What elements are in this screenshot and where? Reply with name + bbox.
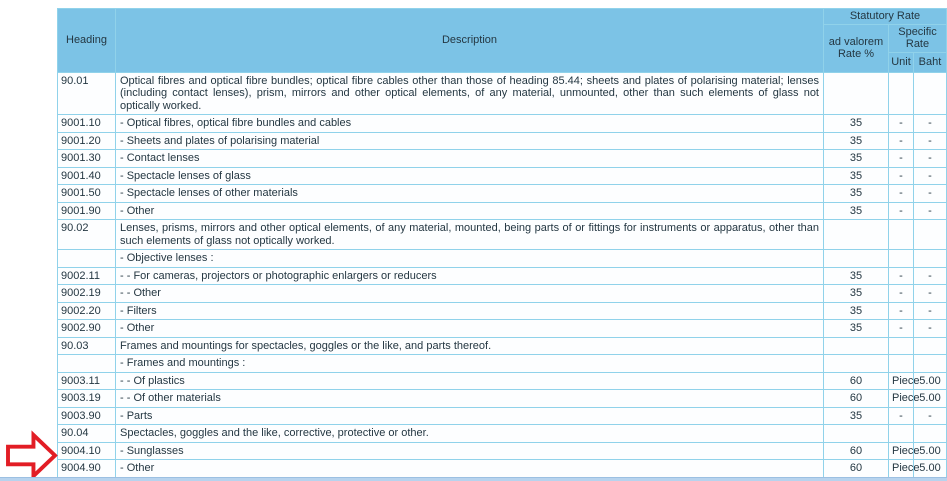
ad-valorem-cell: 35: [824, 185, 889, 203]
header-row-1: [58, 9, 947, 25]
unit-cell: [889, 425, 914, 443]
unit-cell: [889, 337, 914, 355]
description-cell: - Objective lenses :: [116, 250, 824, 268]
table-row-9002.20: [58, 302, 947, 320]
table-row-9001.40: [58, 167, 947, 185]
ad-valorem-cell: [824, 220, 889, 250]
description-cell: - Other: [116, 320, 824, 338]
baht-cell: 5.00: [914, 460, 947, 478]
table-row-9003.19: [58, 390, 947, 408]
ad-valorem-cell: [824, 72, 889, 115]
table-row-9004.90: [58, 460, 947, 478]
baht-cell: [914, 72, 947, 115]
baht-cell: -: [914, 267, 947, 285]
ad-valorem-cell: [824, 355, 889, 373]
heading-cell: 9001.40: [58, 167, 116, 185]
baht-cell: -: [914, 185, 947, 203]
table-row-90.04: [58, 425, 947, 443]
description-cell: Lenses, prisms, mirrors and other optical elements, of any material, mounted, being parts of or fittings for instruments or apparatus, other than such elements of glass not optically worked.: [116, 220, 824, 250]
heading-cell: 9001.10: [58, 115, 116, 133]
baht-cell: [914, 355, 947, 373]
description-cell: - Spectacle lenses of other materials: [116, 185, 824, 203]
column-header-specific-rate: Specific Rate: [889, 24, 947, 52]
baht-cell: 5.00: [914, 372, 947, 390]
unit-cell: -: [889, 115, 914, 133]
table-row-90.02: [58, 220, 947, 250]
red-arrow-annotation: [5, 432, 58, 479]
right-arrow-icon: [8, 435, 55, 476]
table-row-90.03: [58, 337, 947, 355]
unit-cell: [889, 72, 914, 115]
column-header-unit: Unit: [889, 52, 914, 72]
heading-cell: 90.03: [58, 337, 116, 355]
baht-cell: -: [914, 167, 947, 185]
heading-cell: 9002.11: [58, 267, 116, 285]
heading-cell: 9003.90: [58, 407, 116, 425]
heading-cell: [58, 355, 116, 373]
description-cell: Frames and mountings for spectacles, goggles or the like, and parts thereof.: [116, 337, 824, 355]
heading-cell: 9004.10: [58, 442, 116, 460]
unit-cell: Piece: [889, 372, 914, 390]
heading-cell: 9001.50: [58, 185, 116, 203]
column-header-statutory-rate: Statutory Rate: [824, 9, 947, 25]
table-row-9002.11: [58, 267, 947, 285]
unit-cell: [889, 250, 914, 268]
ad-valorem-cell: [824, 337, 889, 355]
unit-cell: -: [889, 320, 914, 338]
description-cell: - Sunglasses: [116, 442, 824, 460]
ad-valorem-cell: 35: [824, 285, 889, 303]
unit-cell: -: [889, 267, 914, 285]
table-row-90.01: [58, 72, 947, 115]
unit-cell: [889, 355, 914, 373]
ad-valorem-cell: 60: [824, 460, 889, 478]
heading-cell: 9001.30: [58, 150, 116, 168]
ad-valorem-cell: 35: [824, 202, 889, 220]
unit-cell: -: [889, 167, 914, 185]
baht-cell: -: [914, 132, 947, 150]
heading-cell: 9001.20: [58, 132, 116, 150]
heading-cell: 9001.90: [58, 202, 116, 220]
ad-valorem-cell: [824, 250, 889, 268]
description-cell: - Frames and mountings :: [116, 355, 824, 373]
description-cell: - - Other: [116, 285, 824, 303]
table-row-9001.10: [58, 115, 947, 133]
ad-valorem-cell: 60: [824, 372, 889, 390]
description-cell: - Filters: [116, 302, 824, 320]
unit-cell: Piece: [889, 460, 914, 478]
ad-valorem-cell: 35: [824, 320, 889, 338]
horizontal-scrollbar[interactable]: [0, 477, 947, 481]
description-cell: - - Of plastics: [116, 372, 824, 390]
tariff-table: [57, 8, 947, 478]
table-row-9004.10: [58, 442, 947, 460]
table-row: [58, 250, 947, 268]
baht-cell: -: [914, 320, 947, 338]
description-cell: - - Of other materials: [116, 390, 824, 408]
baht-cell: [914, 220, 947, 250]
table-row-9002.19: [58, 285, 947, 303]
table-row-9001.20: [58, 132, 947, 150]
ad-valorem-cell: 35: [824, 167, 889, 185]
description-cell: - Sheets and plates of polarising material: [116, 132, 824, 150]
table-header: [58, 9, 947, 73]
baht-cell: 5.00: [914, 390, 947, 408]
baht-cell: -: [914, 150, 947, 168]
ad-valorem-cell: 35: [824, 302, 889, 320]
unit-cell: Piece: [889, 442, 914, 460]
heading-cell: [58, 250, 116, 268]
description-cell: - Other: [116, 460, 824, 478]
table-row-9003.90: [58, 407, 947, 425]
heading-cell: 9002.20: [58, 302, 116, 320]
ad-valorem-cell: 60: [824, 390, 889, 408]
heading-cell: 9002.19: [58, 285, 116, 303]
unit-cell: -: [889, 132, 914, 150]
ad-valorem-cell: 35: [824, 115, 889, 133]
ad-valorem-cell: [824, 425, 889, 443]
heading-cell: 90.04: [58, 425, 116, 443]
unit-cell: -: [889, 302, 914, 320]
table-row-9001.50: [58, 185, 947, 203]
baht-cell: -: [914, 202, 947, 220]
unit-cell: [889, 220, 914, 250]
baht-cell: 5.00: [914, 442, 947, 460]
baht-cell: [914, 425, 947, 443]
tariff-table-container: [57, 8, 946, 478]
baht-cell: -: [914, 407, 947, 425]
column-header-description: Description: [116, 9, 824, 73]
table-row-9003.11: [58, 372, 947, 390]
column-header-baht: Baht: [914, 52, 947, 72]
description-cell: - Other: [116, 202, 824, 220]
description-cell: Spectacles, goggles and the like, corrective, protective or other.: [116, 425, 824, 443]
column-header-ad-valorem: ad valorem Rate %: [824, 24, 889, 72]
ad-valorem-cell: 60: [824, 442, 889, 460]
baht-cell: [914, 250, 947, 268]
ad-valorem-cell: 35: [824, 267, 889, 285]
heading-cell: 9004.90: [58, 460, 116, 478]
table-row-9001.30: [58, 150, 947, 168]
unit-cell: -: [889, 407, 914, 425]
heading-cell: 90.02: [58, 220, 116, 250]
heading-cell: 90.01: [58, 72, 116, 115]
ad-valorem-cell: 35: [824, 150, 889, 168]
ad-valorem-cell: 35: [824, 407, 889, 425]
description-cell: - Parts: [116, 407, 824, 425]
unit-cell: -: [889, 285, 914, 303]
baht-cell: [914, 337, 947, 355]
description-cell: - Optical fibres, optical fibre bundles and cables: [116, 115, 824, 133]
unit-cell: -: [889, 185, 914, 203]
description-cell: - - For cameras, projectors or photographic enlargers or reducers: [116, 267, 824, 285]
description-cell: Optical fibres and optical fibre bundles; optical fibre cables other than those of heading 85.44; sheets and plates of polarising material; lenses (including contact lenses), prism, mirrors and other optical elements, of any material, unmounted, other than such elements of glass not optically worked.: [116, 72, 824, 115]
unit-cell: Piece: [889, 390, 914, 408]
column-header-heading: Heading: [58, 9, 116, 73]
heading-cell: 9003.11: [58, 372, 116, 390]
table-body: [58, 72, 947, 477]
baht-cell: -: [914, 285, 947, 303]
unit-cell: -: [889, 202, 914, 220]
baht-cell: -: [914, 302, 947, 320]
description-cell: - Contact lenses: [116, 150, 824, 168]
heading-cell: 9003.19: [58, 390, 116, 408]
table-row-9002.90: [58, 320, 947, 338]
description-cell: - Spectacle lenses of glass: [116, 167, 824, 185]
baht-cell: -: [914, 115, 947, 133]
table-row: [58, 355, 947, 373]
ad-valorem-cell: 35: [824, 132, 889, 150]
heading-cell: 9002.90: [58, 320, 116, 338]
unit-cell: -: [889, 150, 914, 168]
table-row-9001.90: [58, 202, 947, 220]
